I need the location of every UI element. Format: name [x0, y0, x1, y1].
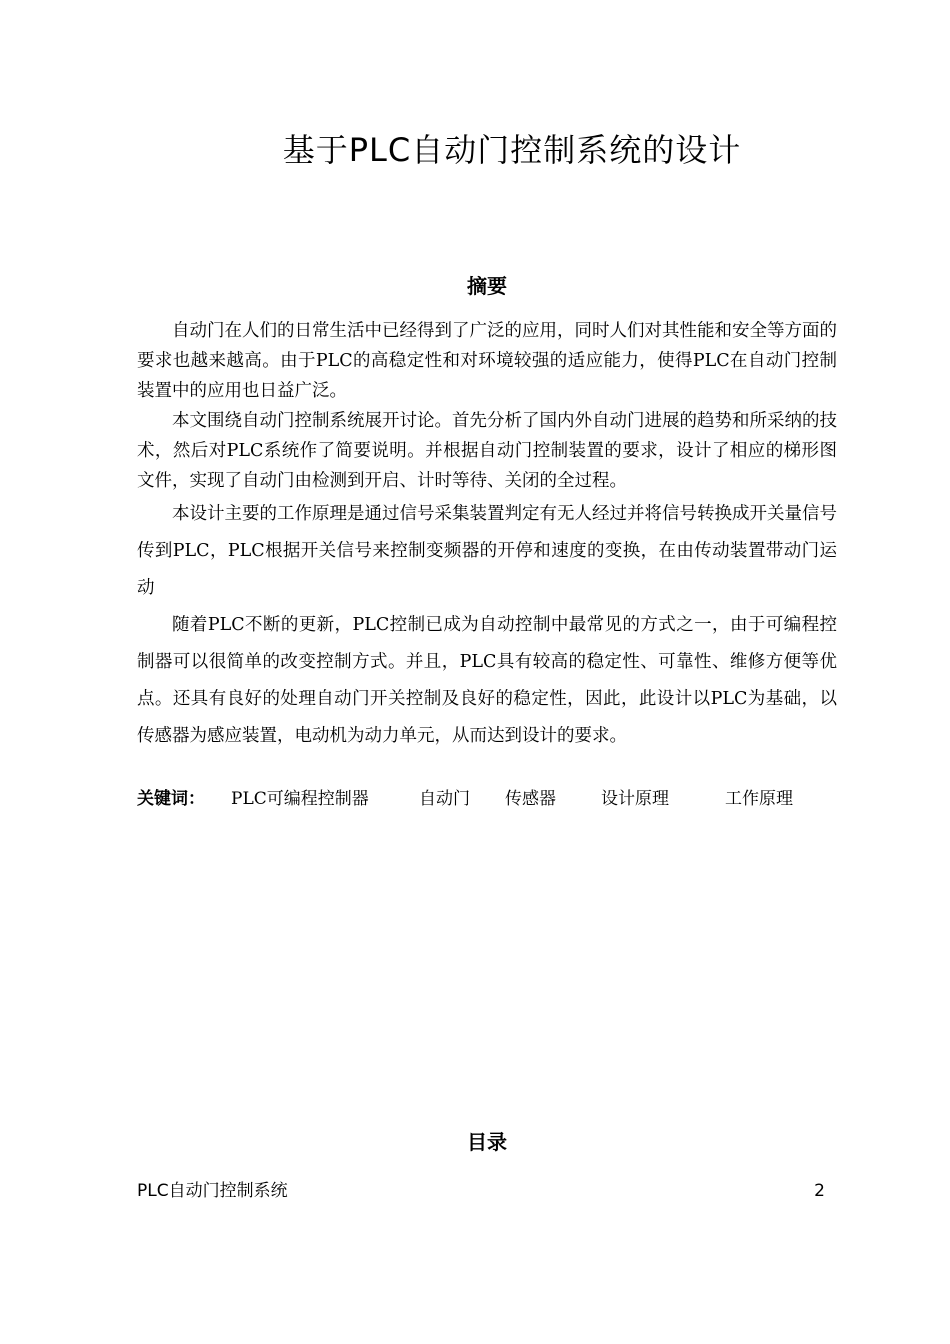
- toc-heading: 目录: [467, 1130, 507, 1154]
- document-title: 基于PLC自动门控制系统的设计: [282, 131, 742, 169]
- keyword-item: 自动门: [419, 789, 470, 809]
- abstract-body: [137, 316, 837, 755]
- toc-entry[interactable]: [137, 1178, 825, 1204]
- toc-entry-page: 2: [814, 1181, 825, 1201]
- abstract-paragraph-2: 本文围绕自动门控制系统展开讨论。首先分析了国内外自动门进展的趋势和所采纳的技术，然后对PLC系统作了简要说明。并根据自动门控制装置的要求，设计了相应的梯形图文件，实现了自动门由检测到开启、计时等待、关闭的全过程。: [137, 411, 837, 491]
- keyword-item: 传感器: [505, 789, 556, 809]
- keyword-item: PLC可编程控制器: [231, 789, 369, 809]
- keywords-label: 关键词：: [137, 789, 205, 809]
- abstract-heading: 摘要: [467, 274, 507, 298]
- keyword-item: 工作原理: [725, 789, 793, 809]
- abstract-paragraph-1: 自动门在人们的日常生活中已经得到了广泛的应用，同时人们对其性能和安全等方面的要求也越来越高。由于PLC的高稳定性和对环境较强的适应能力，使得PLC在自动门控制装置中的应用也日益广泛。: [137, 321, 837, 401]
- toc-entry-title: PLC自动门控制系统: [137, 1181, 288, 1201]
- abstract-paragraph-3: 本设计主要的工作原理是通过信号采集装置判定有无人经过并将信号转换成开关量信号传到PLC，PLC根据开关信号来控制变频器的开停和速度的变换，在由传动装置带动门运动: [137, 504, 837, 598]
- keyword-item: 设计原理: [601, 789, 669, 809]
- abstract-paragraph-4: 随着PLC不断的更新，PLC控制已成为自动控制中最常见的方式之一，由于可编程控制器可以很简单的改变控制方式。并且，PLC具有较高的稳定性、可靠性、维修方便等优点。还具有良好的处理自动门开关控制及良好的稳定性，因此，此设计以PLC为基础，以传感器为感应装置，电动机为动力单元，从而达到设计的要求。: [137, 615, 837, 746]
